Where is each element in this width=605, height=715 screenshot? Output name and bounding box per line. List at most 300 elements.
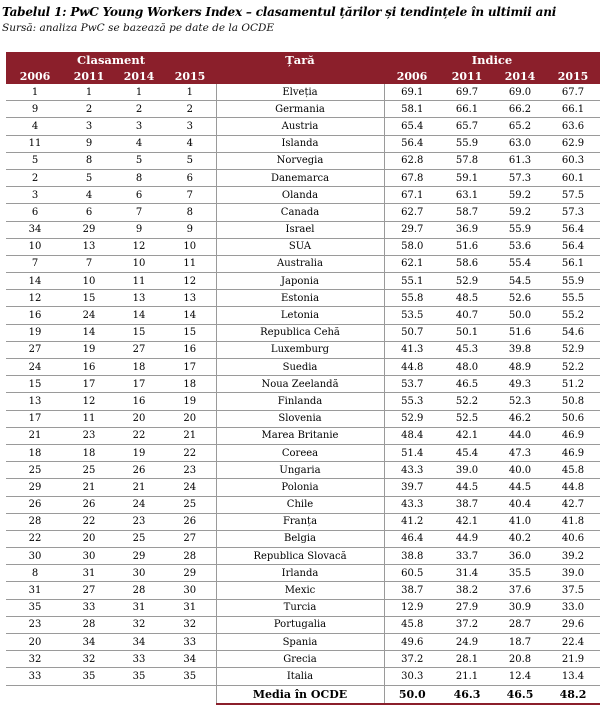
table-row (6, 479, 600, 496)
country-name: Austria (216, 118, 384, 135)
rank-2014: 17 (114, 376, 164, 393)
index-2014: 37.6 (494, 582, 546, 599)
rank-2011: 32 (64, 651, 114, 668)
index-2006: 45.8 (384, 616, 440, 633)
rank-2006: 22 (6, 530, 64, 547)
index-2011: 58.7 (440, 204, 494, 221)
index-2006: 53.5 (384, 307, 440, 324)
rank-2011: 11 (64, 410, 114, 427)
index-2006: 52.9 (384, 410, 440, 427)
rank-2014: 5 (114, 152, 164, 169)
index-2014: 69.0 (494, 84, 546, 101)
index-2015: 52.9 (546, 341, 600, 358)
rank-2006: 26 (6, 496, 64, 513)
rank-2014: 23 (114, 513, 164, 530)
oecd-average-2006: 50.0 (384, 685, 440, 704)
table-row (6, 169, 600, 186)
header-index-year: 2011 (440, 68, 494, 84)
index-2011: 38.2 (440, 582, 494, 599)
index-2011: 39.0 (440, 462, 494, 479)
country-name: Norvegia (216, 152, 384, 169)
index-2006: 39.7 (384, 479, 440, 496)
index-2011: 44.5 (440, 479, 494, 496)
index-2014: 49.3 (494, 376, 546, 393)
rank-2015: 5 (164, 152, 216, 169)
index-2015: 46.9 (546, 444, 600, 461)
rank-2014: 24 (114, 496, 164, 513)
rank-2011: 34 (64, 634, 114, 651)
index-2014: 52.6 (494, 290, 546, 307)
rank-2014: 16 (114, 393, 164, 410)
rank-2006: 20 (6, 634, 64, 651)
rank-2006: 17 (6, 410, 64, 427)
index-2014: 66.2 (494, 101, 546, 118)
index-2015: 57.3 (546, 204, 600, 221)
rank-2011: 29 (64, 221, 114, 238)
index-2006: 69.1 (384, 84, 440, 101)
index-2006: 41.3 (384, 341, 440, 358)
rank-2014: 29 (114, 548, 164, 565)
country-name: Letonia (216, 307, 384, 324)
footer-blank (6, 685, 216, 704)
index-2011: 45.4 (440, 444, 494, 461)
index-2015: 50.8 (546, 393, 600, 410)
index-2006: 55.3 (384, 393, 440, 410)
index-2014: 28.7 (494, 616, 546, 633)
rank-2011: 20 (64, 530, 114, 547)
table-row (6, 84, 600, 101)
rank-2006: 33 (6, 668, 64, 685)
index-2011: 59.1 (440, 169, 494, 186)
country-name: Irlanda (216, 565, 384, 582)
rank-2015: 3 (164, 118, 216, 135)
index-2006: 29.7 (384, 221, 440, 238)
table-title: Tabelul 1: PwC Young Workers Index – clasamentul țărilor și tendințele în ultimii ani (2, 5, 557, 19)
rank-2015: 30 (164, 582, 216, 599)
rank-2014: 13 (114, 290, 164, 307)
rank-2015: 23 (164, 462, 216, 479)
index-2011: 38.7 (440, 496, 494, 513)
header-rank-year: 2006 (6, 68, 64, 84)
country-name: Suedia (216, 359, 384, 376)
rank-2015: 35 (164, 668, 216, 685)
index-2014: 40.4 (494, 496, 546, 513)
index-2011: 44.9 (440, 530, 494, 547)
index-2014: 59.2 (494, 187, 546, 204)
rank-2014: 18 (114, 359, 164, 376)
rank-2015: 11 (164, 255, 216, 272)
table-body (6, 84, 600, 685)
rank-2011: 16 (64, 359, 114, 376)
country-name: Canada (216, 204, 384, 221)
rank-2006: 27 (6, 341, 64, 358)
index-2011: 42.1 (440, 427, 494, 444)
rank-2006: 8 (6, 565, 64, 582)
oecd-average-label: Media în OCDE (216, 685, 384, 704)
index-2015: 67.7 (546, 84, 600, 101)
table-row (6, 582, 600, 599)
index-2006: 44.8 (384, 359, 440, 376)
header-indice: Indice (384, 52, 600, 68)
country-name: Republica Slovacă (216, 548, 384, 565)
rank-2015: 29 (164, 565, 216, 582)
rank-2011: 26 (64, 496, 114, 513)
rank-2011: 9 (64, 135, 114, 152)
rank-2014: 27 (114, 341, 164, 358)
index-2014: 36.0 (494, 548, 546, 565)
rank-2015: 26 (164, 513, 216, 530)
index-2011: 57.8 (440, 152, 494, 169)
rank-2006: 4 (6, 118, 64, 135)
rank-2011: 27 (64, 582, 114, 599)
index-2015: 21.9 (546, 651, 600, 668)
rank-2015: 28 (164, 548, 216, 565)
index-2015: 41.8 (546, 513, 600, 530)
rank-2015: 4 (164, 135, 216, 152)
rank-2015: 1 (164, 84, 216, 101)
country-name: Estonia (216, 290, 384, 307)
table-row (6, 548, 600, 565)
rank-2011: 24 (64, 307, 114, 324)
rank-2006: 24 (6, 359, 64, 376)
table-row (6, 599, 600, 616)
rank-2014: 20 (114, 410, 164, 427)
table-row (6, 152, 600, 169)
index-2015: 60.3 (546, 152, 600, 169)
table-row (6, 565, 600, 582)
rank-2011: 8 (64, 152, 114, 169)
index-2015: 29.6 (546, 616, 600, 633)
rank-2006: 1 (6, 84, 64, 101)
header-rank-year: 2014 (114, 68, 164, 84)
rank-2014: 8 (114, 169, 164, 186)
country-name: Australia (216, 255, 384, 272)
rank-2011: 35 (64, 668, 114, 685)
rank-2015: 16 (164, 341, 216, 358)
rank-2011: 1 (64, 84, 114, 101)
table-row (6, 651, 600, 668)
index-2006: 49.6 (384, 634, 440, 651)
rank-2006: 21 (6, 427, 64, 444)
country-name: Finlanda (216, 393, 384, 410)
rank-2011: 13 (64, 238, 114, 255)
rank-2015: 15 (164, 324, 216, 341)
index-2014: 50.0 (494, 307, 546, 324)
index-2015: 45.8 (546, 462, 600, 479)
country-name: Danemarca (216, 169, 384, 186)
rank-2006: 11 (6, 135, 64, 152)
rank-2006: 14 (6, 273, 64, 290)
country-name: Olanda (216, 187, 384, 204)
rank-2014: 25 (114, 530, 164, 547)
rank-2014: 31 (114, 599, 164, 616)
index-2006: 38.8 (384, 548, 440, 565)
index-2011: 52.9 (440, 273, 494, 290)
rank-2014: 3 (114, 118, 164, 135)
rank-2006: 25 (6, 462, 64, 479)
index-2014: 61.3 (494, 152, 546, 169)
index-2015: 63.6 (546, 118, 600, 135)
rank-2014: 35 (114, 668, 164, 685)
country-name: Turcia (216, 599, 384, 616)
rank-2014: 7 (114, 204, 164, 221)
rank-2015: 34 (164, 651, 216, 668)
rank-2006: 9 (6, 101, 64, 118)
index-2015: 50.6 (546, 410, 600, 427)
country-name: Republica Cehă (216, 324, 384, 341)
table-row (6, 238, 600, 255)
rank-2006: 28 (6, 513, 64, 530)
index-2006: 56.4 (384, 135, 440, 152)
country-name: Slovenia (216, 410, 384, 427)
index-2011: 24.9 (440, 634, 494, 651)
table-row (6, 273, 600, 290)
rank-2014: 2 (114, 101, 164, 118)
index-2011: 27.9 (440, 599, 494, 616)
rank-2006: 2 (6, 169, 64, 186)
rank-2015: 33 (164, 634, 216, 651)
rank-2014: 28 (114, 582, 164, 599)
index-2014: 47.3 (494, 444, 546, 461)
index-2014: 12.4 (494, 668, 546, 685)
rank-2015: 20 (164, 410, 216, 427)
oecd-average-row (6, 685, 600, 704)
index-2015: 13.4 (546, 668, 600, 685)
index-2011: 40.7 (440, 307, 494, 324)
index-2006: 38.7 (384, 582, 440, 599)
index-2006: 55.1 (384, 273, 440, 290)
country-name: Franța (216, 513, 384, 530)
country-name: SUA (216, 238, 384, 255)
rank-2006: 19 (6, 324, 64, 341)
country-name: Ungaria (216, 462, 384, 479)
header-rank-year: 2011 (64, 68, 114, 84)
index-2014: 46.2 (494, 410, 546, 427)
rank-2014: 33 (114, 651, 164, 668)
table-row (6, 118, 600, 135)
rank-2011: 23 (64, 427, 114, 444)
index-2015: 39.2 (546, 548, 600, 565)
rank-2011: 19 (64, 341, 114, 358)
ranking-table (6, 52, 600, 705)
rank-2006: 16 (6, 307, 64, 324)
rank-2006: 34 (6, 221, 64, 238)
index-2015: 54.6 (546, 324, 600, 341)
index-2014: 55.4 (494, 255, 546, 272)
index-2014: 48.9 (494, 359, 546, 376)
index-2011: 21.1 (440, 668, 494, 685)
index-2014: 20.8 (494, 651, 546, 668)
table-source: Sursă: analiza PwC se bazează pe date de la OCDE (2, 22, 275, 34)
index-2014: 39.8 (494, 341, 546, 358)
index-2015: 40.6 (546, 530, 600, 547)
index-2014: 54.5 (494, 273, 546, 290)
index-2011: 51.6 (440, 238, 494, 255)
rank-2015: 9 (164, 221, 216, 238)
table-row (6, 393, 600, 410)
country-name: Japonia (216, 273, 384, 290)
header-tara: Țară (216, 52, 384, 68)
index-2006: 58.0 (384, 238, 440, 255)
table-row (6, 290, 600, 307)
rank-2015: 12 (164, 273, 216, 290)
rank-2015: 8 (164, 204, 216, 221)
table-row (6, 616, 600, 633)
index-2006: 67.1 (384, 187, 440, 204)
rank-2015: 31 (164, 599, 216, 616)
country-name: Chile (216, 496, 384, 513)
index-2006: 62.7 (384, 204, 440, 221)
index-2015: 56.4 (546, 238, 600, 255)
header-index-year: 2006 (384, 68, 440, 84)
table-row (6, 496, 600, 513)
index-2006: 51.4 (384, 444, 440, 461)
index-2015: 60.1 (546, 169, 600, 186)
index-2006: 65.4 (384, 118, 440, 135)
country-name: Grecia (216, 651, 384, 668)
table-row (6, 324, 600, 341)
index-2006: 60.5 (384, 565, 440, 582)
index-2011: 33.7 (440, 548, 494, 565)
index-2006: 30.3 (384, 668, 440, 685)
index-2014: 40.0 (494, 462, 546, 479)
index-2014: 30.9 (494, 599, 546, 616)
index-2006: 12.9 (384, 599, 440, 616)
rank-2011: 12 (64, 393, 114, 410)
rank-2006: 3 (6, 187, 64, 204)
rank-2011: 21 (64, 479, 114, 496)
index-2014: 53.6 (494, 238, 546, 255)
header-country-blank (216, 68, 384, 84)
index-2006: 41.2 (384, 513, 440, 530)
rank-2015: 24 (164, 479, 216, 496)
index-2015: 51.2 (546, 376, 600, 393)
index-2011: 69.7 (440, 84, 494, 101)
rank-2011: 14 (64, 324, 114, 341)
rank-2015: 14 (164, 307, 216, 324)
index-2006: 62.1 (384, 255, 440, 272)
country-name: Portugalia (216, 616, 384, 633)
rank-2015: 7 (164, 187, 216, 204)
table-row (6, 427, 600, 444)
header-index-year: 2015 (546, 68, 600, 84)
index-2011: 28.1 (440, 651, 494, 668)
index-2014: 51.6 (494, 324, 546, 341)
index-2015: 46.9 (546, 427, 600, 444)
country-name: Italia (216, 668, 384, 685)
rank-2011: 7 (64, 255, 114, 272)
rank-2011: 3 (64, 118, 114, 135)
rank-2011: 28 (64, 616, 114, 633)
rank-2006: 12 (6, 290, 64, 307)
index-2011: 48.5 (440, 290, 494, 307)
rank-2014: 30 (114, 565, 164, 582)
table-row (6, 255, 600, 272)
index-2015: 44.8 (546, 479, 600, 496)
header-index-year: 2014 (494, 68, 546, 84)
rank-2015: 22 (164, 444, 216, 461)
oecd-average-2011: 46.3 (440, 685, 494, 704)
index-2011: 65.7 (440, 118, 494, 135)
index-2011: 37.2 (440, 616, 494, 633)
index-2011: 50.1 (440, 324, 494, 341)
rank-2014: 32 (114, 616, 164, 633)
rank-2014: 26 (114, 462, 164, 479)
index-2011: 52.2 (440, 393, 494, 410)
rank-2006: 31 (6, 582, 64, 599)
index-2014: 41.0 (494, 513, 546, 530)
rank-2011: 18 (64, 444, 114, 461)
oecd-average-2015: 48.2 (546, 685, 600, 704)
index-2014: 40.2 (494, 530, 546, 547)
country-name: Germania (216, 101, 384, 118)
rank-2011: 31 (64, 565, 114, 582)
index-2015: 37.5 (546, 582, 600, 599)
rank-2014: 14 (114, 307, 164, 324)
rank-2011: 5 (64, 169, 114, 186)
index-2011: 36.9 (440, 221, 494, 238)
rank-2006: 35 (6, 599, 64, 616)
index-2006: 50.7 (384, 324, 440, 341)
index-2006: 46.4 (384, 530, 440, 547)
index-2006: 37.2 (384, 651, 440, 668)
index-2006: 58.1 (384, 101, 440, 118)
table-row (6, 221, 600, 238)
table-row (6, 530, 600, 547)
index-2014: 18.7 (494, 634, 546, 651)
rank-2015: 13 (164, 290, 216, 307)
oecd-average-2014: 46.5 (494, 685, 546, 704)
rank-2015: 21 (164, 427, 216, 444)
rank-2015: 27 (164, 530, 216, 547)
index-2014: 63.0 (494, 135, 546, 152)
index-2015: 55.2 (546, 307, 600, 324)
rank-2011: 2 (64, 101, 114, 118)
rank-2015: 10 (164, 238, 216, 255)
header-rank-year: 2015 (164, 68, 216, 84)
rank-2015: 18 (164, 376, 216, 393)
rank-2014: 9 (114, 221, 164, 238)
country-name: Belgia (216, 530, 384, 547)
country-name: Marea Britanie (216, 427, 384, 444)
index-2015: 57.5 (546, 187, 600, 204)
index-2011: 66.1 (440, 101, 494, 118)
rank-2006: 6 (6, 204, 64, 221)
index-2011: 42.1 (440, 513, 494, 530)
index-2011: 63.1 (440, 187, 494, 204)
rank-2014: 22 (114, 427, 164, 444)
country-name: Luxemburg (216, 341, 384, 358)
table-row (6, 187, 600, 204)
index-2015: 62.9 (546, 135, 600, 152)
rank-2011: 33 (64, 599, 114, 616)
table-row (6, 634, 600, 651)
index-2015: 55.5 (546, 290, 600, 307)
rank-2006: 5 (6, 152, 64, 169)
rank-2015: 6 (164, 169, 216, 186)
index-2015: 66.1 (546, 101, 600, 118)
country-name: Noua Zeelandă (216, 376, 384, 393)
index-2011: 55.9 (440, 135, 494, 152)
rank-2006: 13 (6, 393, 64, 410)
index-2006: 43.3 (384, 496, 440, 513)
index-2014: 44.0 (494, 427, 546, 444)
rank-2006: 29 (6, 479, 64, 496)
index-2011: 31.4 (440, 565, 494, 582)
rank-2011: 10 (64, 273, 114, 290)
rank-2011: 22 (64, 513, 114, 530)
rank-2015: 19 (164, 393, 216, 410)
